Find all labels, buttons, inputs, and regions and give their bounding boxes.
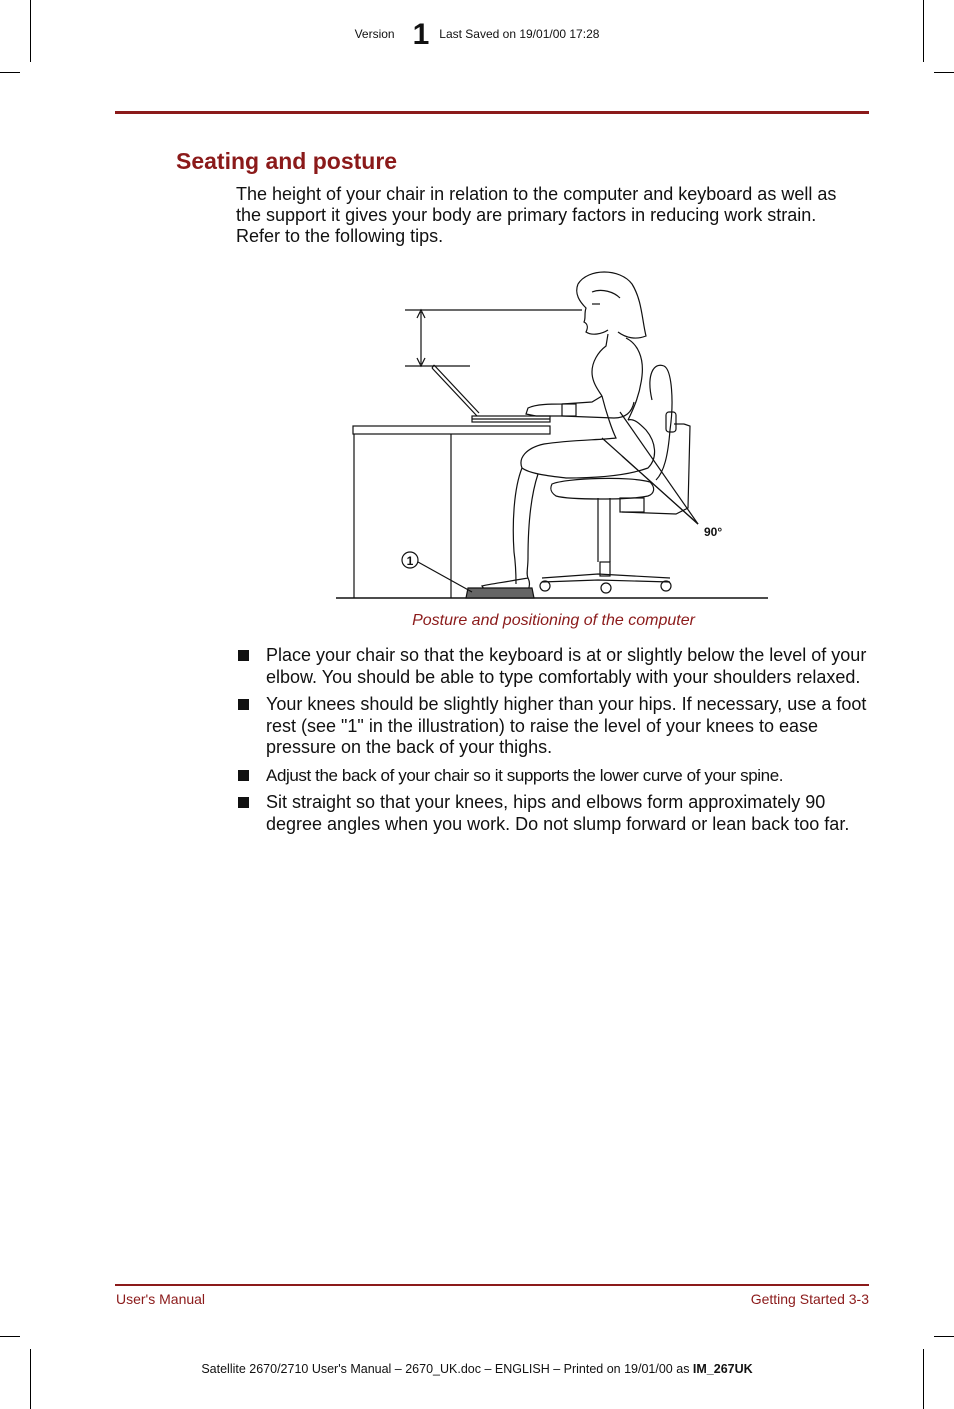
version-header xyxy=(0,18,954,52)
foot-rest xyxy=(466,588,534,598)
list-item xyxy=(236,792,871,835)
laptop xyxy=(432,365,550,422)
top-rule xyxy=(115,111,869,114)
print-code: IM_267UK xyxy=(692,1362,753,1376)
office-chair xyxy=(540,365,690,593)
version-label: Version xyxy=(354,27,395,41)
list-item xyxy=(236,765,871,787)
print-line xyxy=(0,1362,954,1376)
crop-mark xyxy=(934,72,954,73)
bullet-icon xyxy=(238,770,249,781)
tips-list xyxy=(236,645,871,841)
woman-figure xyxy=(482,272,655,598)
bullet-icon xyxy=(238,699,249,710)
crop-mark xyxy=(934,1336,954,1337)
callout-leader xyxy=(418,562,472,592)
section-title: Seating and posture xyxy=(176,148,398,174)
callout-number: 1 xyxy=(406,554,414,568)
crop-mark xyxy=(923,1349,924,1409)
tip-text: Place your chair so that the keyboard is at or slightly below the level of your elbow. You should be able to type comfortably with your shoulders relaxed. xyxy=(266,645,867,687)
desk xyxy=(353,426,550,598)
version-number: 1 xyxy=(412,18,430,51)
last-saved: Last Saved on 19/01/00 17:28 xyxy=(439,27,600,41)
bullet-icon xyxy=(238,797,249,808)
print-text: Satellite 2670/2710 User's Manual – 2670_UK.doc – ENGLISH – Printed on 19/01/00 as xyxy=(201,1362,693,1376)
tip-text: Your knees should be slightly higher than your hips. If necessary, use a foot rest (see "1" in the illustration) to raise the level of your knees to ease pressure on the back of your thighs. xyxy=(266,694,867,757)
angle-lines xyxy=(602,412,698,524)
intro-paragraph: The height of your chair in relation to the computer and keyboard as well as the support it gives your body are primary factors in reducing work strain. Refer to the following tips. xyxy=(236,184,837,246)
posture-illustration xyxy=(330,262,780,607)
figure-caption: Posture and positioning of the computer xyxy=(412,612,695,629)
footer-left: User's Manual xyxy=(116,1291,206,1307)
crop-mark xyxy=(30,1349,31,1409)
tip-text: Sit straight so that your knees, hips and elbows form approximately 90 degree angles when you work. Do not slump forward or lean back too far. xyxy=(266,792,850,834)
list-item xyxy=(236,645,871,688)
list-item xyxy=(236,694,871,759)
height-dimension xyxy=(405,310,582,366)
crop-mark xyxy=(0,1336,20,1337)
angle-label: 90° xyxy=(704,525,723,539)
bullet-icon xyxy=(238,650,249,661)
bottom-rule xyxy=(115,1284,869,1286)
tip-text: Adjust the back of your chair so it supports the lower curve of your spine. xyxy=(266,765,784,785)
crop-mark xyxy=(0,72,20,73)
footer-right: Getting Started 3-3 xyxy=(750,1291,869,1307)
